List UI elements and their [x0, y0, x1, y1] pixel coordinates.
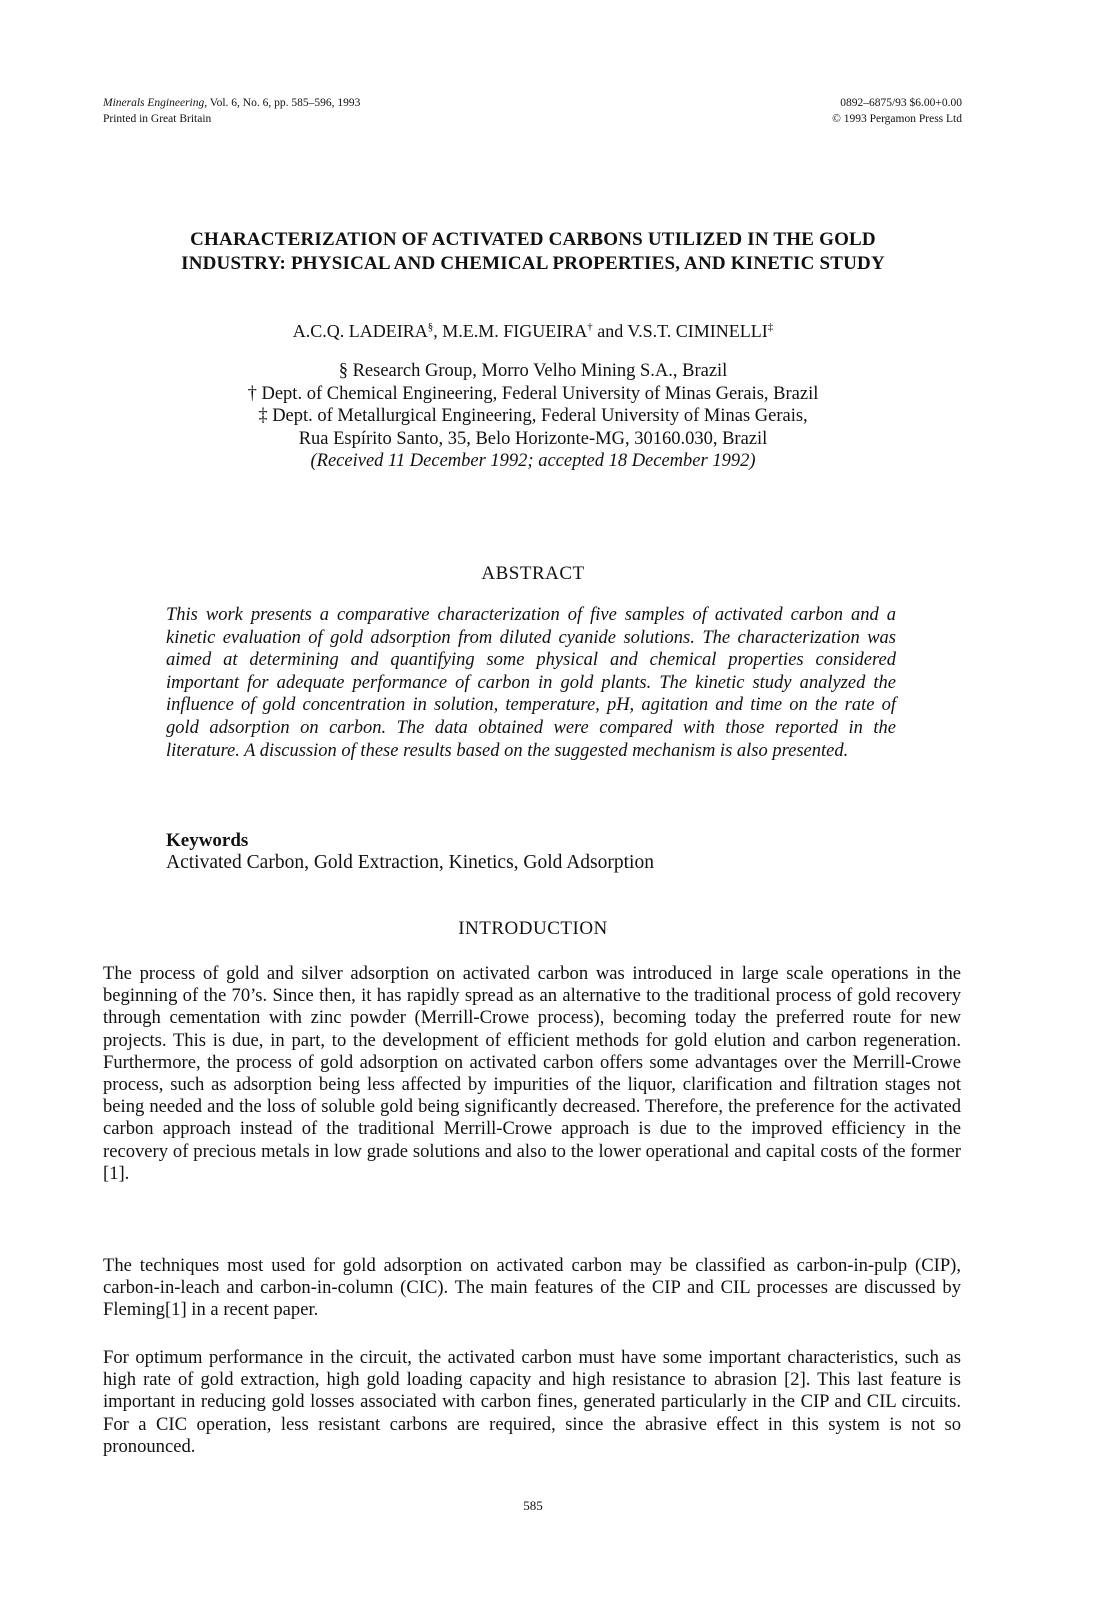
- body-paragraph: The techniques most used for gold adsorption on activated carbon may be classified as carbon-in-pulp (CIP), carbon-in-leach and carbon-in-column (CIC). The main features of the CIP and CIL processes are discussed by Fleming[1] in a recent paper.: [103, 1255, 961, 1321]
- journal-header: [103, 95, 360, 127]
- copyright-notice: © 1993 Pergamon Press Ltd: [832, 113, 962, 125]
- author-1: A.C.Q. LADEIRA: [292, 321, 428, 341]
- publisher-header: [832, 95, 962, 127]
- author-2-mark: †: [587, 321, 593, 333]
- received-dates: (Received 11 December 1992; accepted 18 December 1992): [310, 451, 756, 471]
- affiliation-line: ‡ Dept. of Metallurgical Engineering, Federal University of Minas Gerais,: [258, 406, 808, 426]
- abstract-heading: ABSTRACT: [481, 563, 585, 584]
- title-line-1: CHARACTERIZATION OF ACTIVATED CARBONS UTILIZED IN THE GOLD: [190, 229, 876, 250]
- author-3: and V.S.T. CIMINELLI: [592, 321, 768, 341]
- body-paragraph: For optimum performance in the circuit, the activated carbon must have some important characteristics, such as high rate of gold extraction, high gold loading capacity and high resistance to abrasion [2]. This last feature is important in reducing gold losses associated with carbon fines, generated particularly in the CIP and CIL circuits. For a CIC operation, less resistant carbons are required, since the abrasive effect in this system is not so pronounced.: [103, 1347, 961, 1457]
- title-line-2: INDUSTRY: PHYSICAL AND CHEMICAL PROPERTIES, AND KINETIC STUDY: [181, 253, 885, 274]
- author-3-mark: ‡: [767, 321, 774, 333]
- author-1-mark: §: [427, 321, 434, 333]
- affiliation-line: § Research Group, Morro Velho Mining S.A., Brazil: [338, 361, 728, 381]
- printed-in: Printed in Great Britain: [103, 113, 212, 125]
- keywords-text: Activated Carbon, Gold Extraction, Kinetics, Gold Adsorption: [166, 852, 654, 873]
- paper-title: [103, 228, 963, 276]
- journal-citation: [103, 95, 360, 111]
- keywords-heading: Keywords: [166, 830, 249, 851]
- journal-name: Minerals Engineering,: [103, 97, 208, 109]
- affiliation-line: Rua Espírito Santo, 35, Belo Horizonte-MG, 30160.030, Brazil: [298, 428, 768, 449]
- issn-price: 0892–6875/93 $6.00+0.00: [840, 97, 962, 109]
- introduction-heading: INTRODUCTION: [458, 918, 608, 939]
- author-list: [103, 316, 963, 342]
- author-2: , M.E.M. FIGUEIRA: [433, 321, 588, 341]
- abstract-text: This work presents a comparative characterization of five samples of activated carbon and a kinetic evaluation of gold adsorption from diluted cyanide solutions. The characterization was aimed at determining and quantifying some physical and chemical properties considered important for adequate performance of carbon in gold plants. The kinetic study analyzed the influence of gold concentration in solution, temperature, pH, agitation and time on the rate of gold adsorption on carbon. The data obtained were compared with those reported in the literature. A discussion of these results based on the suggested mechanism is also presented.: [166, 605, 896, 761]
- affiliations: [103, 360, 963, 473]
- affiliation-line: † Dept. of Chemical Engineering, Federal University of Minas Gerais, Brazil: [247, 383, 819, 404]
- page-number: 585: [523, 1498, 543, 1513]
- volume-info: Vol. 6, No. 6, pp. 585–596, 1993: [207, 97, 361, 109]
- body-paragraph: The process of gold and silver adsorption on activated carbon was introduced in large scale operations in the beginning of the 70’s. Since then, it has rapidly spread as an alternative to the traditional process of gold recovery through cementation with zinc powder (Merrill-Crowe process), becoming today the preferred route for new projects. This is due, in part, to the development of efficient methods for gold elution and carbon regeneration. Furthermore, the process of gold adsorption on activated carbon offers some advantages over the Merrill-Crowe process, such as adsorption being less affected by impurities of the liquor, clarification and filtration stages not being needed and the loss of soluble gold being significantly decreased. Therefore, the preference for the activated carbon approach instead of the traditional Merrill-Crowe approach is due to the improved efficiency in the recovery of precious metals in low grade solutions and also to the lower operational and capital costs of the former [1].: [103, 963, 961, 1184]
